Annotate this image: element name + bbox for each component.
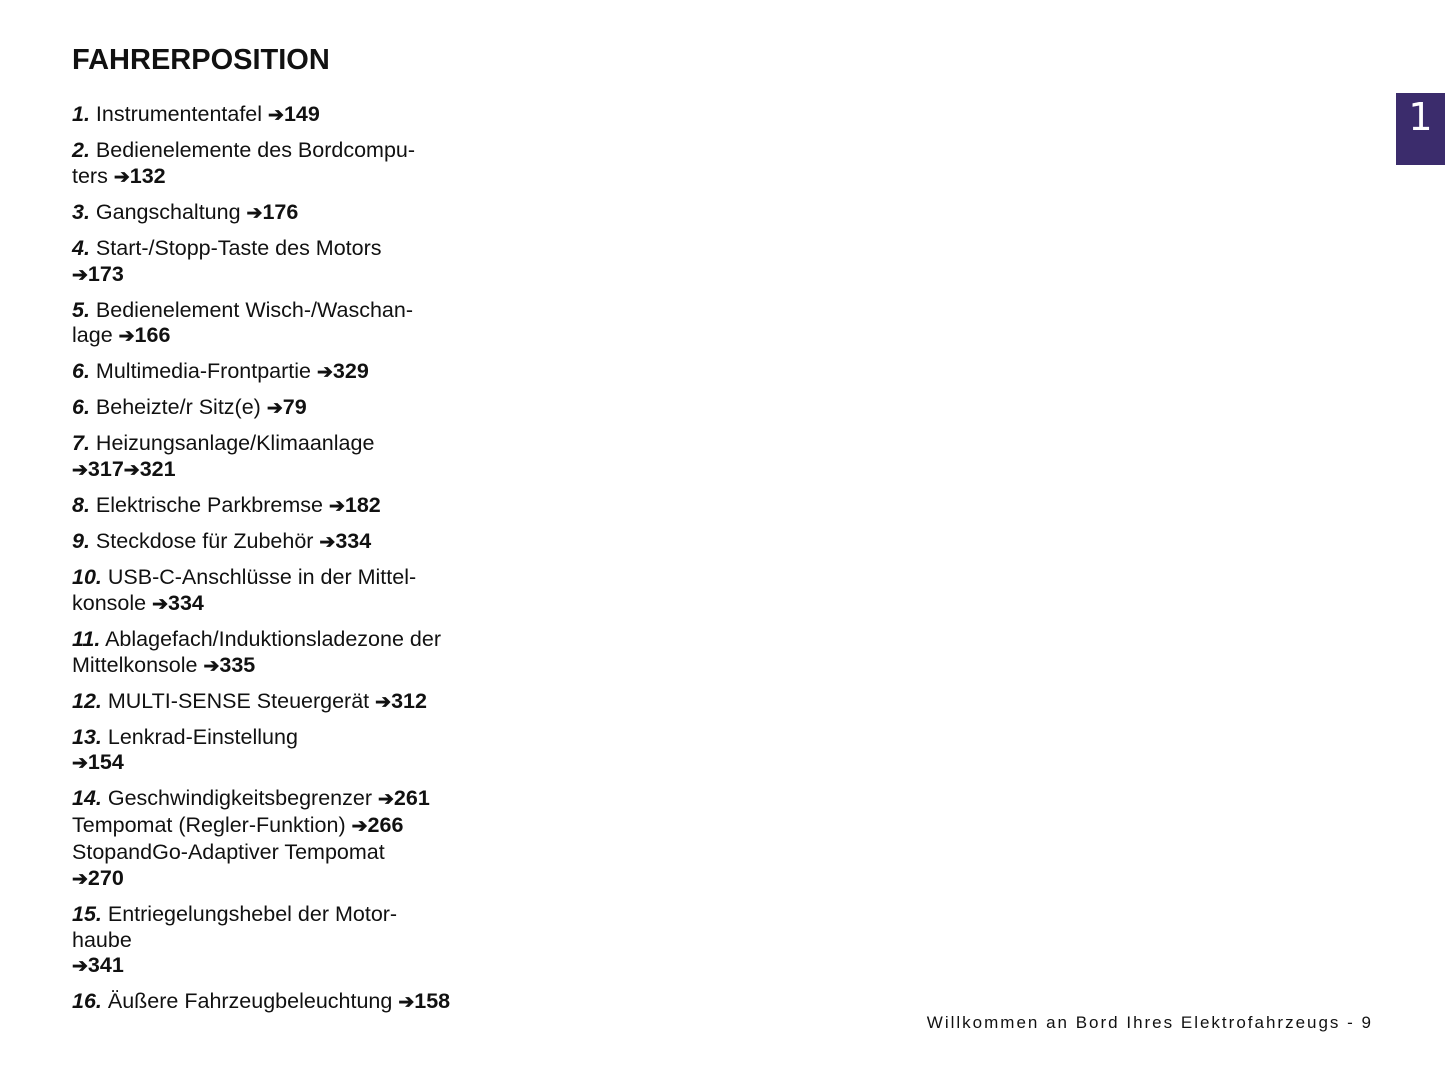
arrow-right-icon: ➔ <box>72 956 88 978</box>
page-reference-number: 173 <box>87 261 124 286</box>
page-reference-number: 270 <box>87 865 124 890</box>
arrow-right-icon: ➔ <box>398 992 415 1014</box>
list-item <box>72 529 472 556</box>
page-reference-number: 166 <box>134 323 171 348</box>
page-reference-link[interactable] <box>352 813 404 837</box>
item-number: 1. <box>72 102 90 126</box>
list-item <box>72 786 472 892</box>
item-number: 4. <box>72 235 90 260</box>
page-reference-link[interactable] <box>203 653 255 677</box>
page-reference-number: 266 <box>367 813 404 838</box>
page-reference-number: 334 <box>168 590 204 615</box>
arrow-right-icon: ➔ <box>72 753 88 775</box>
item-label: Äußere Fahrzeugbeleuchtung <box>107 989 393 1014</box>
item-number: 14. <box>72 786 102 811</box>
list-item <box>72 493 472 520</box>
item-number: 6. <box>72 395 90 420</box>
page-reference-number: 341 <box>87 953 124 978</box>
page-reference-number: 312 <box>391 688 427 713</box>
page-reference-number: 182 <box>344 493 381 518</box>
page-reference-link[interactable] <box>319 529 371 553</box>
item-label: MULTI-SENSE Steuergerät <box>107 688 370 713</box>
page-reference-number: 158 <box>414 989 451 1014</box>
arrow-right-icon: ➔ <box>118 326 135 348</box>
item-number: 2. <box>72 137 90 162</box>
list-item <box>72 298 472 351</box>
list-item <box>72 689 472 716</box>
list-item <box>72 236 472 289</box>
item-number: 3. <box>72 199 90 224</box>
item-label: Ablagefach/Induktionsladezone der Mittelkonsole <box>72 626 441 677</box>
page-reference-number: 149 <box>283 102 320 126</box>
arrow-right-icon: ➔ <box>203 655 220 677</box>
item-label: Bedienelemente des Bordcompu- ters <box>72 137 416 188</box>
item-label: Steckdose für Zubehör <box>95 529 314 554</box>
page-reference-number: 261 <box>393 786 430 811</box>
page-reference-link[interactable] <box>152 591 204 615</box>
page-title: FAHRERPOSITION <box>72 44 330 76</box>
page-reference-link[interactable] <box>72 262 124 286</box>
page-reference-number: 176 <box>262 199 299 224</box>
list-item <box>72 989 472 1016</box>
page-reference-link[interactable] <box>375 689 427 713</box>
chapter-tab[interactable]: 1 <box>1396 93 1445 165</box>
control-list <box>72 102 472 1025</box>
item-label: Multimedia-Frontpartie <box>95 359 311 384</box>
page-footer: Willkommen an Bord Ihres Elektrofahrzeugs - 9 <box>926 1013 1373 1032</box>
page-reference-link[interactable] <box>398 989 450 1013</box>
arrow-right-icon: ➔ <box>319 532 336 554</box>
item-number: 16. <box>72 989 102 1014</box>
arrow-right-icon: ➔ <box>377 789 394 811</box>
list-item <box>72 138 472 191</box>
page-reference-link[interactable] <box>247 200 299 224</box>
page-reference-link[interactable] <box>72 457 124 481</box>
item-number: 11. <box>72 626 101 651</box>
item-label: Lenkrad-Einstellung <box>107 724 298 749</box>
list-item <box>72 565 472 618</box>
arrow-right-icon: ➔ <box>328 496 345 518</box>
page-reference-number: 321 <box>139 457 176 482</box>
page-reference-link[interactable] <box>114 164 166 188</box>
list-item <box>72 902 472 980</box>
page-reference-link[interactable] <box>72 750 124 774</box>
sub-item-label: Tempomat (Regler-Funktion) <box>72 813 346 838</box>
item-label: Instrumententafel <box>95 102 263 126</box>
arrow-right-icon: ➔ <box>351 816 368 838</box>
arrow-right-icon: ➔ <box>246 202 263 224</box>
item-label: USB-C-Anschlüsse in der Mittel- konsole <box>72 565 417 615</box>
page-reference-link[interactable] <box>317 359 369 383</box>
list-item <box>72 725 472 778</box>
list-item <box>72 200 472 227</box>
arrow-right-icon: ➔ <box>266 398 283 420</box>
item-number: 8. <box>72 493 90 518</box>
item-label: Geschwindigkeitsbegrenzer <box>107 786 372 811</box>
list-item <box>72 627 472 680</box>
page-reference-link[interactable] <box>378 786 430 810</box>
item-number: 13. <box>72 724 102 749</box>
arrow-right-icon: ➔ <box>113 166 130 188</box>
page-reference-link[interactable] <box>119 323 171 347</box>
page-reference-number: 154 <box>87 750 124 775</box>
page-reference-link[interactable] <box>124 457 176 481</box>
arrow-right-icon: ➔ <box>152 593 169 615</box>
page-reference-link[interactable] <box>72 953 124 977</box>
sub-item-label: StopandGo-Adaptiver Tempomat <box>72 839 385 864</box>
item-label: Gangschaltung <box>95 199 241 224</box>
item-label: Entriegelungshebel der Motor- haube <box>72 901 398 952</box>
page-reference-link[interactable] <box>329 493 381 517</box>
page-reference-number: 335 <box>219 652 256 677</box>
item-label: Beheizte/r Sitz(e) <box>95 395 261 420</box>
item-number: 6. <box>72 359 90 384</box>
page-reference-number: 329 <box>332 359 369 384</box>
page-reference-link[interactable] <box>267 395 307 419</box>
page-reference-link[interactable] <box>268 102 320 126</box>
list-item <box>72 359 472 386</box>
item-number: 9. <box>72 529 90 554</box>
item-label: Start-/Stopp-Taste des Motors <box>95 235 382 260</box>
item-label: Elektrische Parkbremse <box>95 493 323 518</box>
item-number: 10. <box>72 565 102 590</box>
arrow-right-icon: ➔ <box>72 264 88 286</box>
arrow-right-icon: ➔ <box>268 105 284 126</box>
item-number: 12. <box>72 688 102 713</box>
page-reference-number: 132 <box>129 163 166 188</box>
page-reference-number: 317 <box>87 457 124 482</box>
item-number: 5. <box>72 297 90 322</box>
page-reference-number: 79 <box>282 395 307 420</box>
arrow-right-icon: ➔ <box>72 460 88 482</box>
arrow-right-icon: ➔ <box>123 460 140 482</box>
list-item <box>72 395 472 422</box>
list-item <box>72 102 472 129</box>
item-label: Bedienelement Wisch-/Waschan- lage <box>72 297 413 348</box>
list-item <box>72 431 472 484</box>
item-number: 7. <box>72 431 90 456</box>
arrow-right-icon: ➔ <box>375 691 392 713</box>
page-reference-link[interactable] <box>72 866 124 890</box>
arrow-right-icon: ➔ <box>72 868 88 890</box>
item-number: 15. <box>72 901 102 926</box>
arrow-right-icon: ➔ <box>316 362 333 384</box>
page-reference-number: 334 <box>335 529 372 554</box>
item-label: Heizungsanlage/Klimaanlage <box>95 431 375 456</box>
